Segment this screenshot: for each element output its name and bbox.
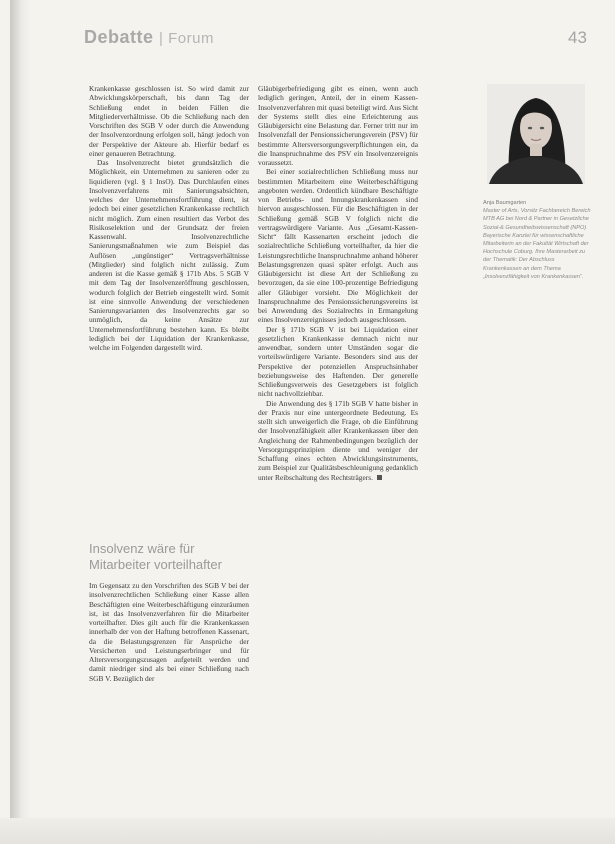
article-column-1-bottom bbox=[89, 581, 249, 803]
paragraph: Im Gegensatz zu den Vorschriften des SGB V bei der insolvenzrechtlichen Schließung einer Kasse allen Beschäftigten eine Weiterbeschäftigung einzuräumen ist, ist das Insolvenzverfahren für die Mitarbeiter vorteilhafter. Dies gilt auch für die Krankenkassen innerhalb der von der Haftung betroffenen Kassenart, da die Belastungsgrenzen für Ansprüche der Versicherten und Leistungserbringer und für Altersversorgungszusagen aufgeteilt werden und damit niedriger sind als bei einer Schließung nach SGB V. Bezüglich der bbox=[89, 581, 249, 683]
article-column-1-top bbox=[89, 84, 249, 552]
article-column-2 bbox=[258, 84, 418, 809]
author-portrait bbox=[487, 84, 585, 184]
author-bio bbox=[483, 199, 591, 281]
paragraph: Das Insolvenzrecht bietet grundsätzlich die Möglichkeit, ein Unternehmen zu sanieren oder zu liquidieren (vgl. § 1 InsO). Das Durchlaufen eines Insolvenzverfahrens mit Sanierungsabsichten, welches der Unternehmensfortführung dient, ist jedoch bei einer gesetzlichen Krankenkasse rechtlich nicht möglich. Zum einen resultiert das Verbot des Risikoselektion und der Grundsatz der freien Kassenwahl. Insolvenzrechtliche Sanierungsmaßnahmen wie zum Beispiel das Auflösen „ungünstiger“ Vertragsverhältnisse (Mitglieder) sind folglich nicht zulässig. Zum anderen ist die Kasse gemäß § 171b Abs. 5 SGB V mit dem Tag der Insolvenzeröffnung geschlossen, wodurch folglich der Betrieb eingestellt wird. Somit ist eine sinnvolle Anwendung der verschiedenen Sanierungsvarianten des Insolvenzrechts gar so unmöglich, da keine Ansätze zur Unternehmensfortführung bestehen kann. Es bleibt lediglich bei der Liquidation der Krankenkasse, welche im Folgenden dargestellt wird. bbox=[89, 158, 249, 352]
paragraph-last bbox=[258, 399, 418, 482]
page-number: 43 bbox=[568, 28, 587, 47]
end-of-article-mark bbox=[377, 475, 382, 480]
header-section: | Forum bbox=[159, 30, 214, 47]
section-header bbox=[84, 27, 214, 48]
paragraph: Krankenkasse geschlossen ist. So wird damit zur Abwicklungskörperschaft, bis dann Tag der Schließung endet in beiden Fällen die Mitgliederverhältnisse. Ob die Schließung nach den Vorschriften des SGB V oder durch die Anwendung der Insolvenzordnung erfolgen soll, hängt jedoch von der Perspektive der Akteure ab. Hierfür bedarf es einer genaueren Betrachtung. bbox=[89, 84, 249, 158]
scan-edge-shadow bbox=[10, 0, 30, 844]
author-description: Master of Arts, Vorsitz Fachbereich Bereich MTB AG bei Nord & Partner in Gesetzliche Sozial-& Gesundheitswissenschaft (NPO) Bayerische Kanzlei für wissenschaftliche Mitarbeiterin an der Fakultät Wirtschaft der Hochschule Coburg. Ihre Masterarbeit zu der Thematik: Der Abschluss Krankenkassen an dem Thema „Insolvenzfähigkeit von Krankenkassen“. bbox=[483, 208, 591, 280]
paragraph: Gläubigerbefriedigung gibt es einen, wenn auch lediglich geringen, Anteil, der in einem Kassen-Insolvenzverfahren mit quasi beteiligt wird. Aus Sicht der Systems stellt dies eine Erleichterung aus Gläubigersicht eine Belastung dar. Ferner tritt nur im Insolvenzfall der Pensionssicherungsverein (PSV) für bestimmte Altersversorgungsverpflichtungen ein, da die Inanspruchnahme des PSV ein Insolvenzereignis voraussetzt. bbox=[258, 84, 418, 167]
paragraph: Der § 171b SGB V ist bei Liquidation einer gesetzlichen Krankenkasse demnach nicht nur anwendbar, sondern unter Umständen sogar die vorteilswürdigere Variante. Besonders sind aus der Perspektive der potenziellen Anspruchsinhaber beziehungsweise des Haftenden. Der generelle Schließungsverweis des Gesetzgebers ist folglich nicht nachvollziehbar. bbox=[258, 324, 418, 399]
header-title: Debatte bbox=[84, 27, 154, 47]
paragraph-text: Die Anwendung des § 171b SGB V hatte bisher in der Praxis nur eine untergeordnete Bedeutung. Es stellt sich unweigerlich die Frage, ob die Einführung der Insolvenzfähigkeit aller Krankenkassen über den Angleichung der Rahmenbedingungen bezüglich der Versorgungsprinzipien diente und weniger der Schaffung eines echten Abwicklungsinstruments, zum Beispiel zur Qualitätsbeschleunigung gedanklich unter Reibschaltung des Rechtsträgers. bbox=[258, 398, 418, 482]
article-subheading: Insolvenz wäre für Mitarbeiter vorteilhafter bbox=[89, 541, 222, 572]
portrait-photo bbox=[487, 84, 585, 184]
scan-bottom-band bbox=[0, 818, 615, 844]
paragraph: Bei einer sozialrechtlichen Schließung muss nur bestimmten Mitarbeitern eine Weiterbeschäftigung angeboten werden. Ordentlich kündbare Beschäftigte von Betriebs- und Innungskrankenkassen sind hiervon ausgeschlossen. Für die Beschäftigten in der Schließung gemäß SGB V folglich nicht die vertragswürdigere Variante. Aus „Gesamt-Kassen-Sicht“ fällt Kassenarten erscheint jedoch die sozialrechtliche Schließung vorteilhafter, da hier die Leistungsrechtliche Inanspruchnahme anhand höherer Belastungsgrenzen quasi später erfolgt. Auch aus Gläubigersicht ist diese Art der Schließung zu bevorzugen, da sie eine 100-prozentige Befriedigung aller Gläubiger vorsieht. Die Möglichkeit der Inanspruchnahme des Pensionssicherungsvereins ist bei Anwendung des Sozialrechts in Ermangelung eines Insolvenzereignisses jedoch ausgeschlossen. bbox=[258, 167, 418, 325]
author-name: Anja Baumgarten bbox=[483, 200, 527, 206]
